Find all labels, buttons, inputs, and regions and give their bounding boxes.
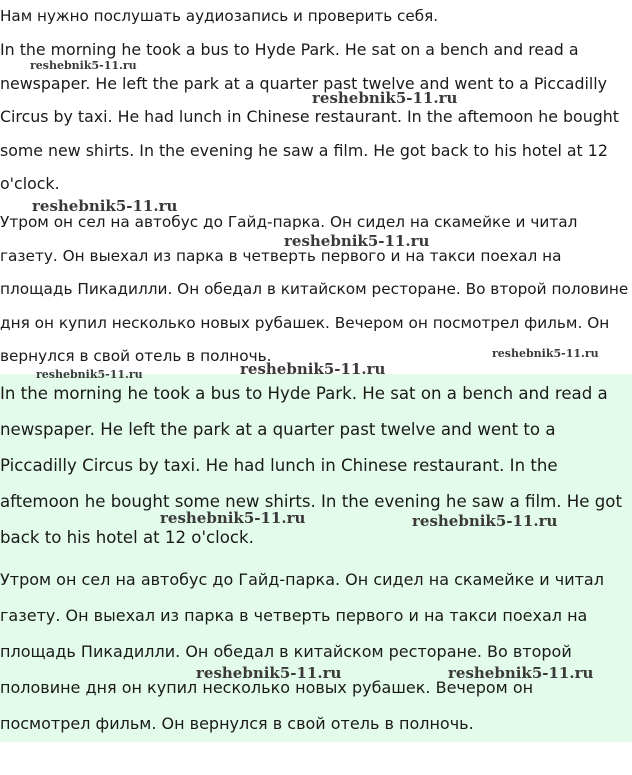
watermark: reshebnik5-11.ru <box>492 347 599 360</box>
watermark: reshebnik5-11.ru <box>30 59 137 72</box>
watermark: reshebnik5-11.ru <box>312 89 458 107</box>
watermark: reshebnik5-11.ru <box>160 509 306 527</box>
watermark: reshebnik5-11.ru <box>32 197 178 215</box>
watermark: reshebnik5-11.ru <box>240 360 386 378</box>
instruction-text: Нам нужно послушать аудиозапись и проверить себя. <box>0 7 439 25</box>
watermark: reshebnik5-11.ru <box>412 512 558 530</box>
watermark: reshebnik5-11.ru <box>36 368 143 381</box>
story-russian: Утром он сел на автобус до Гайд-парка. Он сидел на скамейке и читал газету. Он выехал из парка в четверть первого и на такси поехал на площадь Пикадилли. Он обедал в китайском ресторане. Во второй половине дня он купил несколько новых рубашек. Вечером он посмотрел фильм. Он вернулся в свой отель в полночь. <box>0 213 629 365</box>
watermark: reshebnik5-11.ru <box>448 664 594 682</box>
watermark: reshebnik5-11.ru <box>196 664 342 682</box>
watermark: reshebnik5-11.ru <box>284 232 430 250</box>
answer-russian: Утром он сел на автобус до Гайд-парка. Он сидел на скамейке и читал газету. Он выехал из парка в четверть первого и на такси поехал на площадь Пикадилли. Он обедал в китайском ресторане. Во второй половине дня он купил несколько новых рубашек. Вечером он посмотрел фильм. Он вернулся в свой отель в полночь. <box>0 570 604 733</box>
story-english: In the morning he took a bus to Hyde Park. He sat on a bench and read a newspaper. He left the park at a quarter past twelve and went to a Piccadilly Circus by taxi. He had lunch in Chinese restaurant. In the aftemoon he bought some new shirts. In the evening he saw a film. He got back to his hotel at 12 o'clock. <box>0 40 619 193</box>
exercise-block <box>0 0 632 374</box>
answer-english: In the morning he took a bus to Hyde Park. He sat on a bench and read a newspaper. He left the park at a quarter past twelve and went to a Piccadilly Circus by taxi. He had lunch in Chinese restaurant. In the aftemoon he bought some new shirts. In the evening he saw a film. He got back to his hotel at 12 o'clock. <box>0 384 622 547</box>
